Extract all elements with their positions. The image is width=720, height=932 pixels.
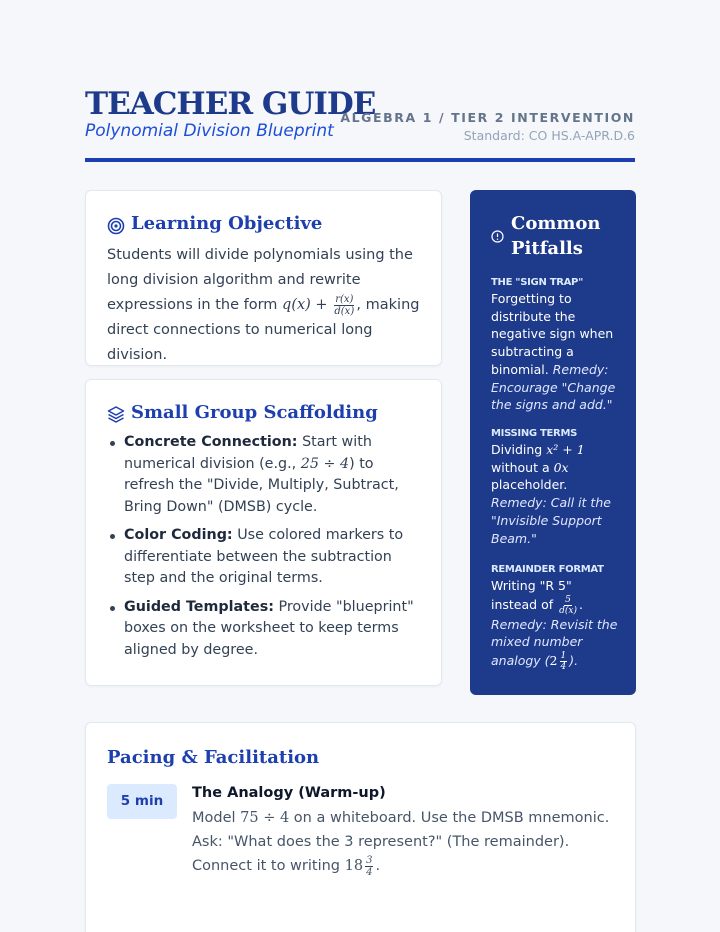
pitfall-fraction xyxy=(559,595,577,616)
item-label: Concrete Connection: xyxy=(124,434,298,450)
step-text-end: . xyxy=(375,858,381,874)
item-text-end: ) to refresh the "Divide, Multiply, Subtract, Bring Down" (DMSB) cycle. xyxy=(124,455,399,515)
pitfall-label: REMAINDER FORMAT xyxy=(491,564,604,575)
objective-text-part: Students will divide polynomials using the long division algorithm and rewrite expressions in the form xyxy=(107,247,413,313)
pitfall-remedy: Remedy: Call it the "Invisible Support Beam." xyxy=(491,495,611,546)
mixed-whole: 18 xyxy=(344,858,364,874)
pitfall-body xyxy=(491,441,621,547)
item-math: 25 ÷ 4 xyxy=(300,455,350,472)
fraction-denominator: 4 xyxy=(366,866,373,878)
pitfall-body xyxy=(491,290,621,414)
pitfalls-title: Common Pitfalls xyxy=(511,213,601,259)
mixed-fraction xyxy=(560,651,568,672)
fraction-denominator: d(x) xyxy=(559,605,577,616)
item-text: Provide "blueprint" boxes on the worksheet to keep terms aligned by degree. xyxy=(124,598,414,658)
pitfall-item xyxy=(491,276,621,414)
fraction-denominator: d(x) xyxy=(334,305,355,317)
pacing-card xyxy=(85,722,636,932)
list-item xyxy=(107,525,427,590)
page-header xyxy=(85,86,635,162)
learning-objective-card xyxy=(85,190,442,366)
pitfall-text: without a xyxy=(491,459,554,475)
step-title: The Analogy (Warm-up) xyxy=(192,785,386,801)
pitfall-body xyxy=(491,577,621,672)
pacing-title: Pacing & Facilitation xyxy=(107,747,320,768)
objective-fraction xyxy=(334,294,354,317)
page-subtitle: Polynomial Division Blueprint xyxy=(85,121,334,141)
scaffolding-list xyxy=(107,432,427,668)
pitfall-remedy-end: ). xyxy=(569,653,579,669)
list-item xyxy=(107,432,427,518)
time-badge: 5 min xyxy=(107,784,177,819)
page-title: TEACHER GUIDE xyxy=(85,86,376,122)
pitfalls-panel xyxy=(470,190,636,695)
step-text: Model xyxy=(192,810,241,826)
alert-circle-icon xyxy=(491,230,504,243)
pitfall-label: MISSING TERMS xyxy=(491,428,578,439)
item-label: Color Coding: xyxy=(124,527,233,543)
fraction-denominator: 4 xyxy=(560,662,567,673)
fraction-numerator: 1 xyxy=(560,651,567,662)
step-description xyxy=(192,806,622,878)
objective-text-end: , making direct connections to numerical long division. xyxy=(107,297,420,363)
step-text: on a whiteboard. Use the DMSB mnemonic. Ask: "What does the 3 represent?" (The remainder). Connect it to writing xyxy=(192,810,610,874)
objective-math: q(x) + xyxy=(282,297,333,313)
item-text: Use colored markers to differentiate between the subtraction step and the original terms. xyxy=(124,527,404,586)
layers-icon xyxy=(107,405,125,423)
pitfall-text: Forgetting to distribute the negative sign when subtracting a binomial. xyxy=(491,291,614,377)
item-text: Start with numerical division (e.g., xyxy=(124,434,372,472)
scaffolding-card xyxy=(85,379,442,686)
pitfall-math: 0x xyxy=(553,459,569,475)
standard-label: Standard: CO HS.A-APR.D.6 xyxy=(463,128,635,143)
pitfall-label: THE "SIGN TRAP" xyxy=(491,277,583,288)
pitfall-item xyxy=(491,563,621,672)
fraction-numerator: r(x) xyxy=(335,293,354,305)
pitfall-text: placeholder. xyxy=(491,477,568,493)
target-icon xyxy=(107,217,125,235)
pitfall-remedy: Remedy: Revisit the mixed number analogy ( xyxy=(491,616,618,669)
objective-title: Learning Objective xyxy=(131,213,323,234)
item-label: Guided Templates: xyxy=(124,598,274,615)
pitfall-item xyxy=(491,427,621,547)
scaffolding-title: Small Group Scaffolding xyxy=(131,402,378,423)
pitfall-text: Writing "R 5" instead of xyxy=(491,578,572,612)
step-math: 75 ÷ 4 xyxy=(240,810,290,826)
header-meta xyxy=(340,110,635,143)
course-label: ALGEBRA 1 / TIER 2 INTERVENTION xyxy=(340,110,635,125)
list-item xyxy=(107,597,427,662)
fraction-numerator: 5 xyxy=(565,594,571,605)
mixed-fraction xyxy=(365,855,373,878)
pitfall-text: . xyxy=(578,596,583,612)
fraction-numerator: 3 xyxy=(366,854,373,866)
pitfall-math: x² + 1 xyxy=(546,442,585,457)
mixed-whole: 2 xyxy=(549,653,558,669)
pitfall-text: Dividing xyxy=(491,442,547,457)
objective-text xyxy=(107,243,427,368)
pitfall-remedy: Remedy: Encourage "Change the signs and add." xyxy=(491,361,616,413)
